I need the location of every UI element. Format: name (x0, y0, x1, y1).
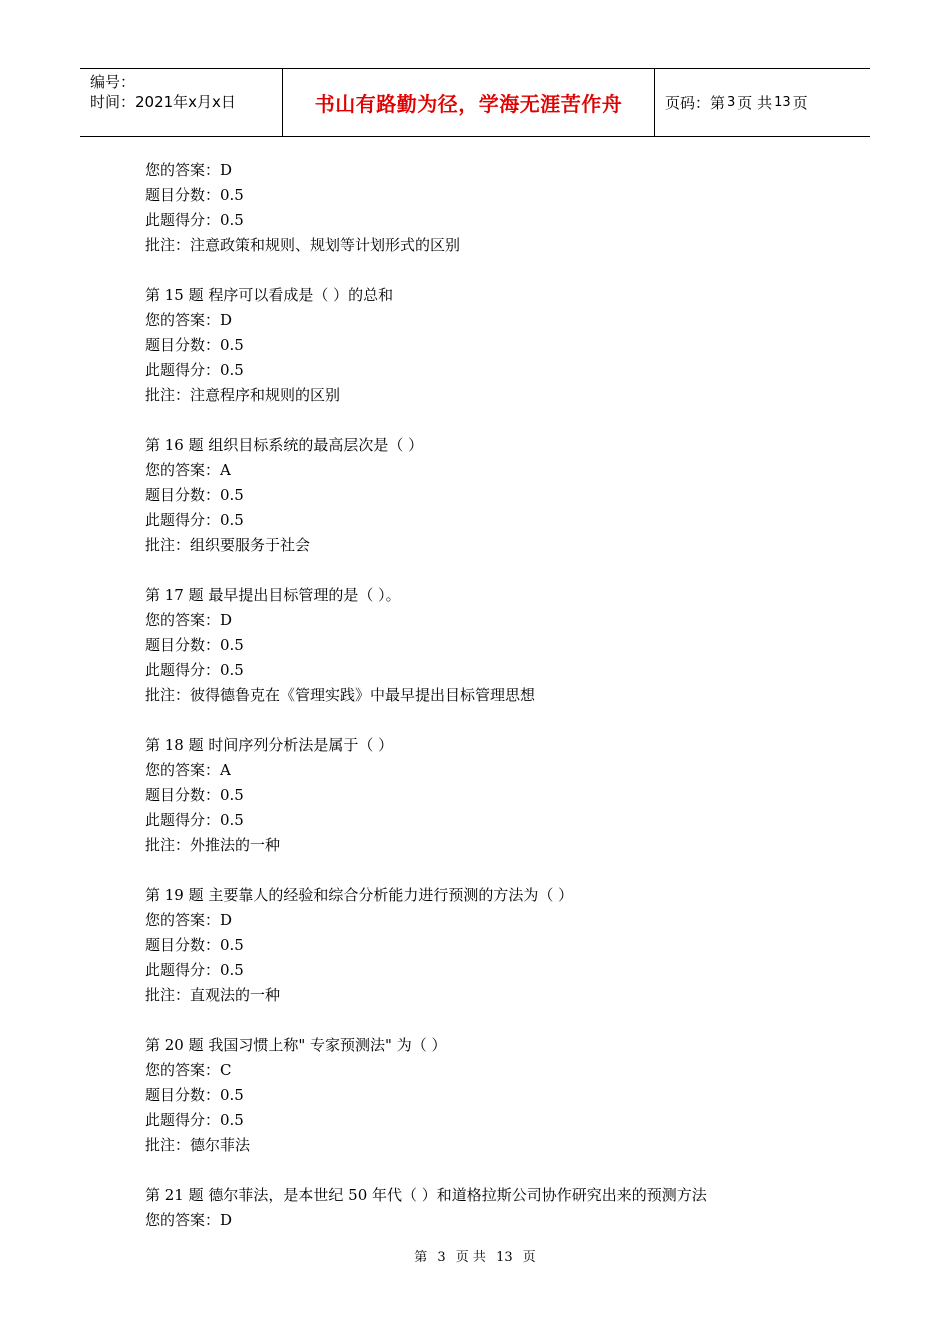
footer-mid: 页 共 (455, 1250, 486, 1265)
question-title: 第 15 题 程序可以看成是（ ）的总和 (145, 286, 394, 304)
footer-suffix: 页 (522, 1250, 536, 1265)
score-line: 此题得分：0.5 (145, 511, 244, 529)
page-footer (0, 1246, 950, 1265)
header-page-info (655, 69, 870, 136)
question-title: 第 19 题 主要靠人的经验和综合分析能力进行预测的方法为（ ） (145, 886, 574, 904)
footer-total: 13 (496, 1250, 513, 1265)
answer-line: 您的答案：D (145, 311, 233, 329)
note-line: 批注：外推法的一种 (145, 836, 281, 854)
note-line: 批注：彼得德鲁克在《管理实践》中最早提出目标管理思想 (145, 686, 536, 704)
question-title: 第 16 题 组织目标系统的最高层次是（ ） (145, 436, 424, 454)
header-motto-cell (282, 69, 655, 136)
note-line: 批注：直观法的一种 (145, 986, 281, 1004)
points-line: 题目分数：0.5 (145, 636, 244, 654)
question-block (145, 433, 845, 558)
note-line: 批注：注意政策和规则、规划等计划形式的区别 (145, 236, 461, 254)
question-block (145, 283, 845, 408)
question-block-continued (145, 158, 845, 258)
time-label: 时间：2021年x月x日 (90, 93, 236, 111)
points-line: 题目分数：0.5 (145, 186, 244, 204)
answer-line: 您的答案：A (145, 461, 231, 479)
question-title: 第 21 题 德尔菲法，是本世纪 50 年代（ ）和道格拉斯公司协作研究出来的预测方法 (145, 1186, 707, 1204)
answer-line: 您的答案：D (145, 1211, 233, 1229)
answer-line: 您的答案：D (145, 911, 233, 929)
points-line: 题目分数：0.5 (145, 786, 244, 804)
question-title: 第 17 题 最早提出目标管理的是（ ）。 (145, 586, 401, 604)
page-prefix: 页码：第 (665, 94, 726, 112)
page-suffix: 页 (792, 94, 808, 112)
score-line: 此题得分：0.5 (145, 661, 244, 679)
note-line: 批注：德尔菲法 (145, 1136, 251, 1154)
answer-line: 您的答案：A (145, 761, 231, 779)
motto: 书山有路勤为径，学海无涯苦作舟 (314, 92, 623, 116)
score-line: 此题得分：0.5 (145, 361, 244, 379)
answer-line: 您的答案：D (145, 611, 233, 629)
score-line: 此题得分：0.5 (145, 211, 244, 229)
footer-prefix: 第 (414, 1250, 428, 1265)
page-total: 13 (774, 95, 791, 110)
header-meta (80, 69, 282, 136)
points-line: 题目分数：0.5 (145, 936, 244, 954)
score-line: 此题得分：0.5 (145, 961, 244, 979)
note-line: 批注：组织要服务于社会 (145, 536, 311, 554)
score-line: 此题得分：0.5 (145, 1111, 244, 1129)
note-line: 批注：注意程序和规则的区别 (145, 386, 341, 404)
page-header (80, 68, 870, 137)
footer-current: 3 (437, 1250, 446, 1265)
page-mid: 页 共 (737, 94, 773, 112)
page-current: 3 (727, 95, 736, 110)
answer-line: 您的答案：C (145, 1061, 232, 1079)
question-title: 第 18 题 时间序列分析法是属于（ ） (145, 736, 394, 754)
question-block (145, 583, 845, 708)
score-line: 此题得分：0.5 (145, 811, 244, 829)
points-line: 题目分数：0.5 (145, 336, 244, 354)
document-body (145, 158, 845, 1258)
points-line: 题目分数：0.5 (145, 486, 244, 504)
question-block (145, 733, 845, 858)
question-title: 第 20 题 我国习惯上称" 专家预测法" 为（ ） (145, 1036, 447, 1054)
answer-line: 您的答案：D (145, 161, 233, 179)
question-block (145, 1033, 845, 1158)
question-block (145, 883, 845, 1008)
question-block (145, 1183, 845, 1233)
points-line: 题目分数：0.5 (145, 1086, 244, 1104)
number-label: 编号： (90, 73, 136, 91)
